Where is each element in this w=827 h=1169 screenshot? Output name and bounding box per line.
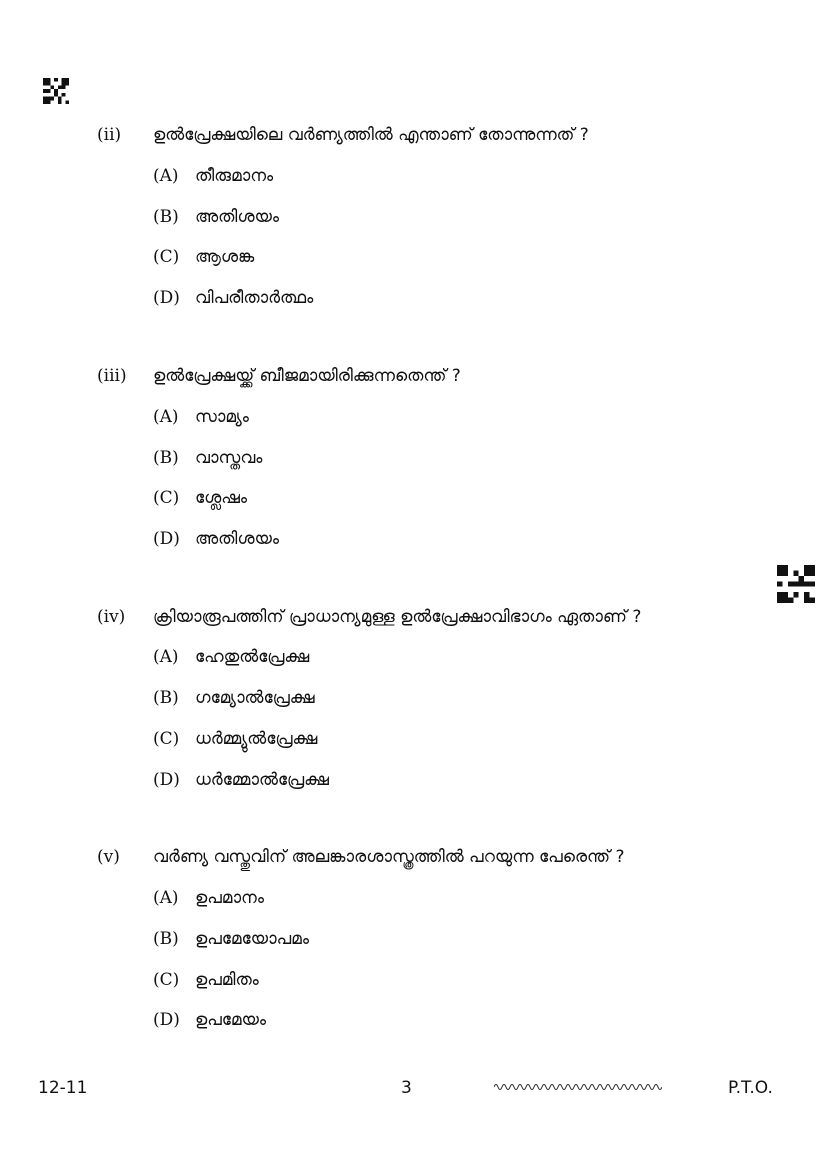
question-number: (iii) [97, 366, 127, 386]
option-d [153, 529, 279, 553]
option-letter: (C) [153, 488, 180, 508]
option-letter: (B) [153, 448, 179, 468]
option-letter: (C) [153, 729, 180, 749]
question-text: ഉൽപ്രേക്ഷയ്ക്ക് ബീജമായിരിക്കുന്നതെന്ത് ? [153, 366, 461, 386]
option-text: വിപരീതാർത്ഥം [195, 288, 314, 308]
option-text: ഉപമാനം [195, 888, 264, 908]
option-text: ശ്ലേഷം [195, 488, 248, 508]
question-number: (v) [97, 847, 120, 867]
option-text: അതിശയം [195, 529, 279, 549]
option-text: ധർമ്മ്യുൽപ്രേക്ഷ [195, 729, 318, 749]
option-a [153, 166, 273, 190]
option-d [153, 1010, 266, 1034]
qr-code-top [42, 78, 70, 104]
option-b [153, 929, 309, 953]
option-text: അതിശയം [195, 207, 279, 227]
question-text: ഉൽപ്രേക്ഷയിലെ വർണ്യത്തിൽ എന്താണ് തോന്നുന്നത് ? [153, 125, 589, 145]
option-text: ഉപമിതം [195, 970, 259, 990]
option-text: ഉപമേയം [195, 1010, 267, 1030]
option-letter: (B) [153, 207, 179, 227]
option-a [153, 407, 249, 431]
paper-code: 12-11 [38, 1078, 88, 1098]
option-letter: (B) [153, 929, 179, 949]
option-b [153, 688, 315, 712]
page-number: 3 [401, 1078, 412, 1098]
option-letter: (B) [153, 688, 179, 708]
option-text: ധർമ്മോൽപ്രേക്ഷ [195, 770, 329, 790]
option-letter: (A) [153, 888, 179, 908]
qr-code-side [776, 565, 816, 603]
option-text: ഹേതുൽപ്രേക്ഷ [195, 647, 310, 667]
option-letter: (A) [153, 166, 179, 186]
option-letter: (C) [153, 970, 180, 990]
option-letter: (D) [153, 529, 180, 549]
option-c [153, 729, 317, 753]
option-c [153, 488, 247, 512]
option-letter: (C) [153, 247, 180, 267]
option-c [153, 970, 259, 994]
option-a [153, 888, 264, 912]
question-text: ക്രിയാരൂപത്തിന് പ്രാധാന്യമുള്ള ഉൽപ്രേക്ഷാവിഭാഗം ഏതാണ് ? [153, 607, 642, 627]
option-b [153, 207, 279, 231]
question-number: (iv) [97, 607, 126, 627]
option-letter: (A) [153, 647, 179, 667]
option-b [153, 448, 262, 472]
option-text: ഉപമേയോപമം [195, 929, 309, 949]
option-d [153, 770, 329, 794]
option-a [153, 647, 309, 671]
option-d [153, 288, 313, 312]
option-letter: (D) [153, 770, 180, 790]
question-text: വർണ്യ വസ്തുവിന് അലങ്കാരശാസ്ത്രത്തിൽ പറയുന്ന പേരെന്ത് ? [153, 847, 625, 867]
question-number: (ii) [97, 125, 122, 145]
option-text: തീരുമാനം [195, 166, 274, 186]
option-text: ഗമ്യോൽപ്രേക്ഷ [195, 688, 315, 708]
option-text: വാസ്തവം [195, 448, 263, 468]
option-text: ആശങ്ക [195, 247, 255, 267]
option-c [153, 247, 254, 271]
option-letter: (D) [153, 1010, 180, 1030]
wavy-line-decoration [494, 1079, 662, 1093]
pto-label: P.T.O. [728, 1078, 773, 1098]
option-text: സാമ്യം [195, 407, 249, 427]
option-letter: (D) [153, 288, 180, 308]
option-letter: (A) [153, 407, 179, 427]
